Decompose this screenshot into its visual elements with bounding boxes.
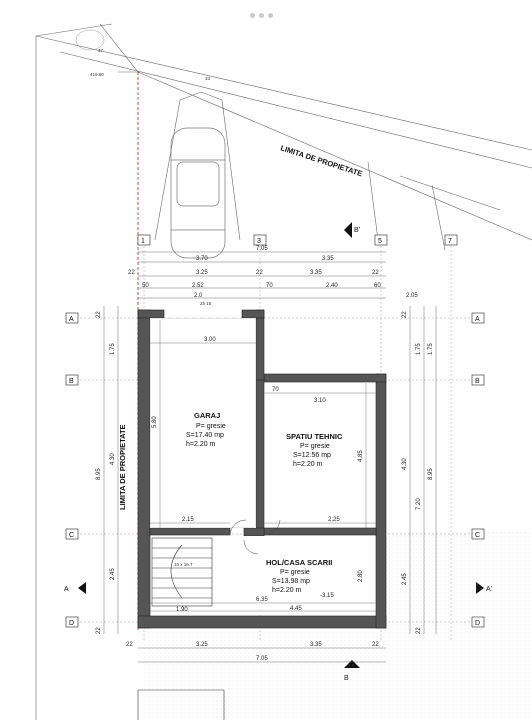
axis-tag-a-left	[66, 313, 78, 323]
svg-text:A: A	[69, 316, 74, 323]
svg-text:S=12.56 mp: S=12.56 mp	[293, 452, 331, 459]
dim-top-25: 25 15	[200, 301, 212, 306]
dim-top-335b: 3.35	[310, 270, 322, 276]
dim-top-20: 2.0	[194, 293, 203, 299]
exterior-paving	[381, 530, 532, 720]
dim-left-430: 4.30	[110, 453, 116, 465]
dim-inner-310: 3.10	[314, 398, 326, 404]
dim-left-175: 1.75	[110, 343, 116, 355]
dim-inner-280: 2.80	[358, 570, 364, 582]
dim-top-705: 7.05	[256, 246, 268, 252]
site-label-419: 419.80	[90, 72, 104, 77]
axis-tag-b-right	[472, 375, 484, 385]
property-limit-label-left: LIMITA DE PROPIETATE	[118, 424, 127, 510]
property-limit-label-top: LIMITA DE PROPIETATE	[279, 143, 364, 179]
axis-tag-a-right	[472, 313, 484, 323]
exterior-paving-bottom	[144, 632, 381, 720]
site-label-33: 33	[205, 76, 211, 81]
dim-right-175a: 1.75	[416, 343, 422, 355]
section-mark-b-top	[344, 222, 360, 238]
dim-top-22a: 22	[128, 270, 135, 276]
svg-text:h=2.20 m: h=2.20 m	[186, 441, 216, 448]
dim-right-245: 2.45	[402, 573, 408, 585]
dim-top-50: 50	[142, 283, 149, 289]
stair-dims: 15 x 16.7	[174, 562, 193, 567]
svg-text:P= gresie: P= gresie	[300, 443, 330, 450]
dim-inner-300: 3.00	[204, 337, 216, 343]
dim-right-22b: 22	[416, 627, 422, 634]
svg-text:S=17.40 mp: S=17.40 mp	[186, 432, 224, 439]
dim-bottom-325: 3.25	[196, 642, 208, 648]
dim-inner-315: -3.15	[320, 593, 334, 599]
dim-top-240: 2.40	[326, 283, 338, 289]
car-outline	[171, 128, 225, 258]
svg-text:7: 7	[448, 238, 452, 245]
dim-inner-215: 2.15	[182, 517, 194, 523]
site-circle-marker	[76, 30, 104, 50]
svg-text:D: D	[69, 620, 75, 627]
axis-tag-1	[138, 235, 150, 245]
axis-tag-c-left	[66, 529, 78, 539]
dim-top-335a: 3.35	[322, 256, 334, 262]
dim-top-325: 3.25	[196, 270, 208, 276]
svg-text:3: 3	[257, 238, 261, 245]
svg-text:C: C	[69, 532, 75, 539]
dim-bottom-335: 3.35	[310, 642, 322, 648]
dim-bottom-22a: 22	[126, 642, 133, 648]
dim-top-252: 2.52	[192, 283, 204, 289]
svg-text:B': B'	[354, 227, 361, 234]
dim-top-70: 70	[266, 283, 273, 289]
svg-text:SPATIU TEHNIC: SPATIU TEHNIC	[286, 432, 343, 441]
svg-text:h=2.20 m: h=2.20 m	[272, 587, 302, 594]
svg-text:P= gresie: P= gresie	[196, 423, 226, 430]
site-label-37: 37	[98, 48, 104, 53]
dim-inner-635: 6.35	[256, 597, 268, 603]
svg-text:5: 5	[378, 238, 382, 245]
svg-text:A: A	[475, 316, 480, 323]
svg-text:S=13.98 mp: S=13.98 mp	[272, 578, 310, 585]
dim-top-22b: 22	[256, 270, 263, 276]
dim-inner-580: 5.80	[152, 416, 158, 428]
svg-text:P= gresie: P= gresie	[280, 569, 310, 576]
svg-text:GARAJ: GARAJ	[194, 411, 221, 420]
dim-left-22: 22	[96, 311, 102, 318]
svg-text:1: 1	[141, 238, 145, 245]
axis-tag-7	[445, 235, 457, 245]
dim-inner-70: 70	[272, 387, 279, 393]
dim-right-895: 8.95	[428, 468, 434, 480]
dim-right-175b: 1.75	[428, 343, 434, 355]
axis-tag-d-left	[66, 617, 78, 627]
svg-text:HOL/CASA SCARII: HOL/CASA SCARII	[266, 558, 333, 567]
axis-tag-5	[375, 235, 387, 245]
dim-inner-225: 2.25	[328, 517, 340, 523]
dim-right-720: 7.20	[416, 498, 422, 510]
svg-text:B: B	[69, 378, 74, 385]
dim-bottom-705: 7.05	[256, 656, 268, 662]
dim-bottom-22b: 22	[372, 642, 379, 648]
dim-left-245: 2.45	[110, 568, 116, 580]
axis-tag-b-left	[66, 375, 78, 385]
dim-inner-190: 1.90	[176, 607, 188, 613]
axis-tag-3	[254, 235, 266, 245]
dim-right-22: 22	[402, 311, 408, 318]
dim-top-60: 60	[374, 283, 381, 289]
svg-text:h=2.20 m: h=2.20 m	[293, 461, 323, 468]
section-mark-a-left	[64, 582, 86, 594]
dim-right-430: 4.30	[402, 458, 408, 470]
svg-text:A: A	[64, 586, 69, 593]
dim-left-895: 8.95	[96, 468, 102, 480]
dim-inner-485: 4.85	[358, 450, 364, 462]
dim-left-22b: 22	[96, 627, 102, 634]
dim-top-22c: 22	[372, 270, 379, 276]
dim-inner-445: 4.45	[290, 606, 302, 612]
svg-text:B: B	[475, 378, 480, 385]
dim-top-205: 2.05	[406, 293, 418, 299]
dim-top-370: 3.70	[196, 256, 208, 262]
